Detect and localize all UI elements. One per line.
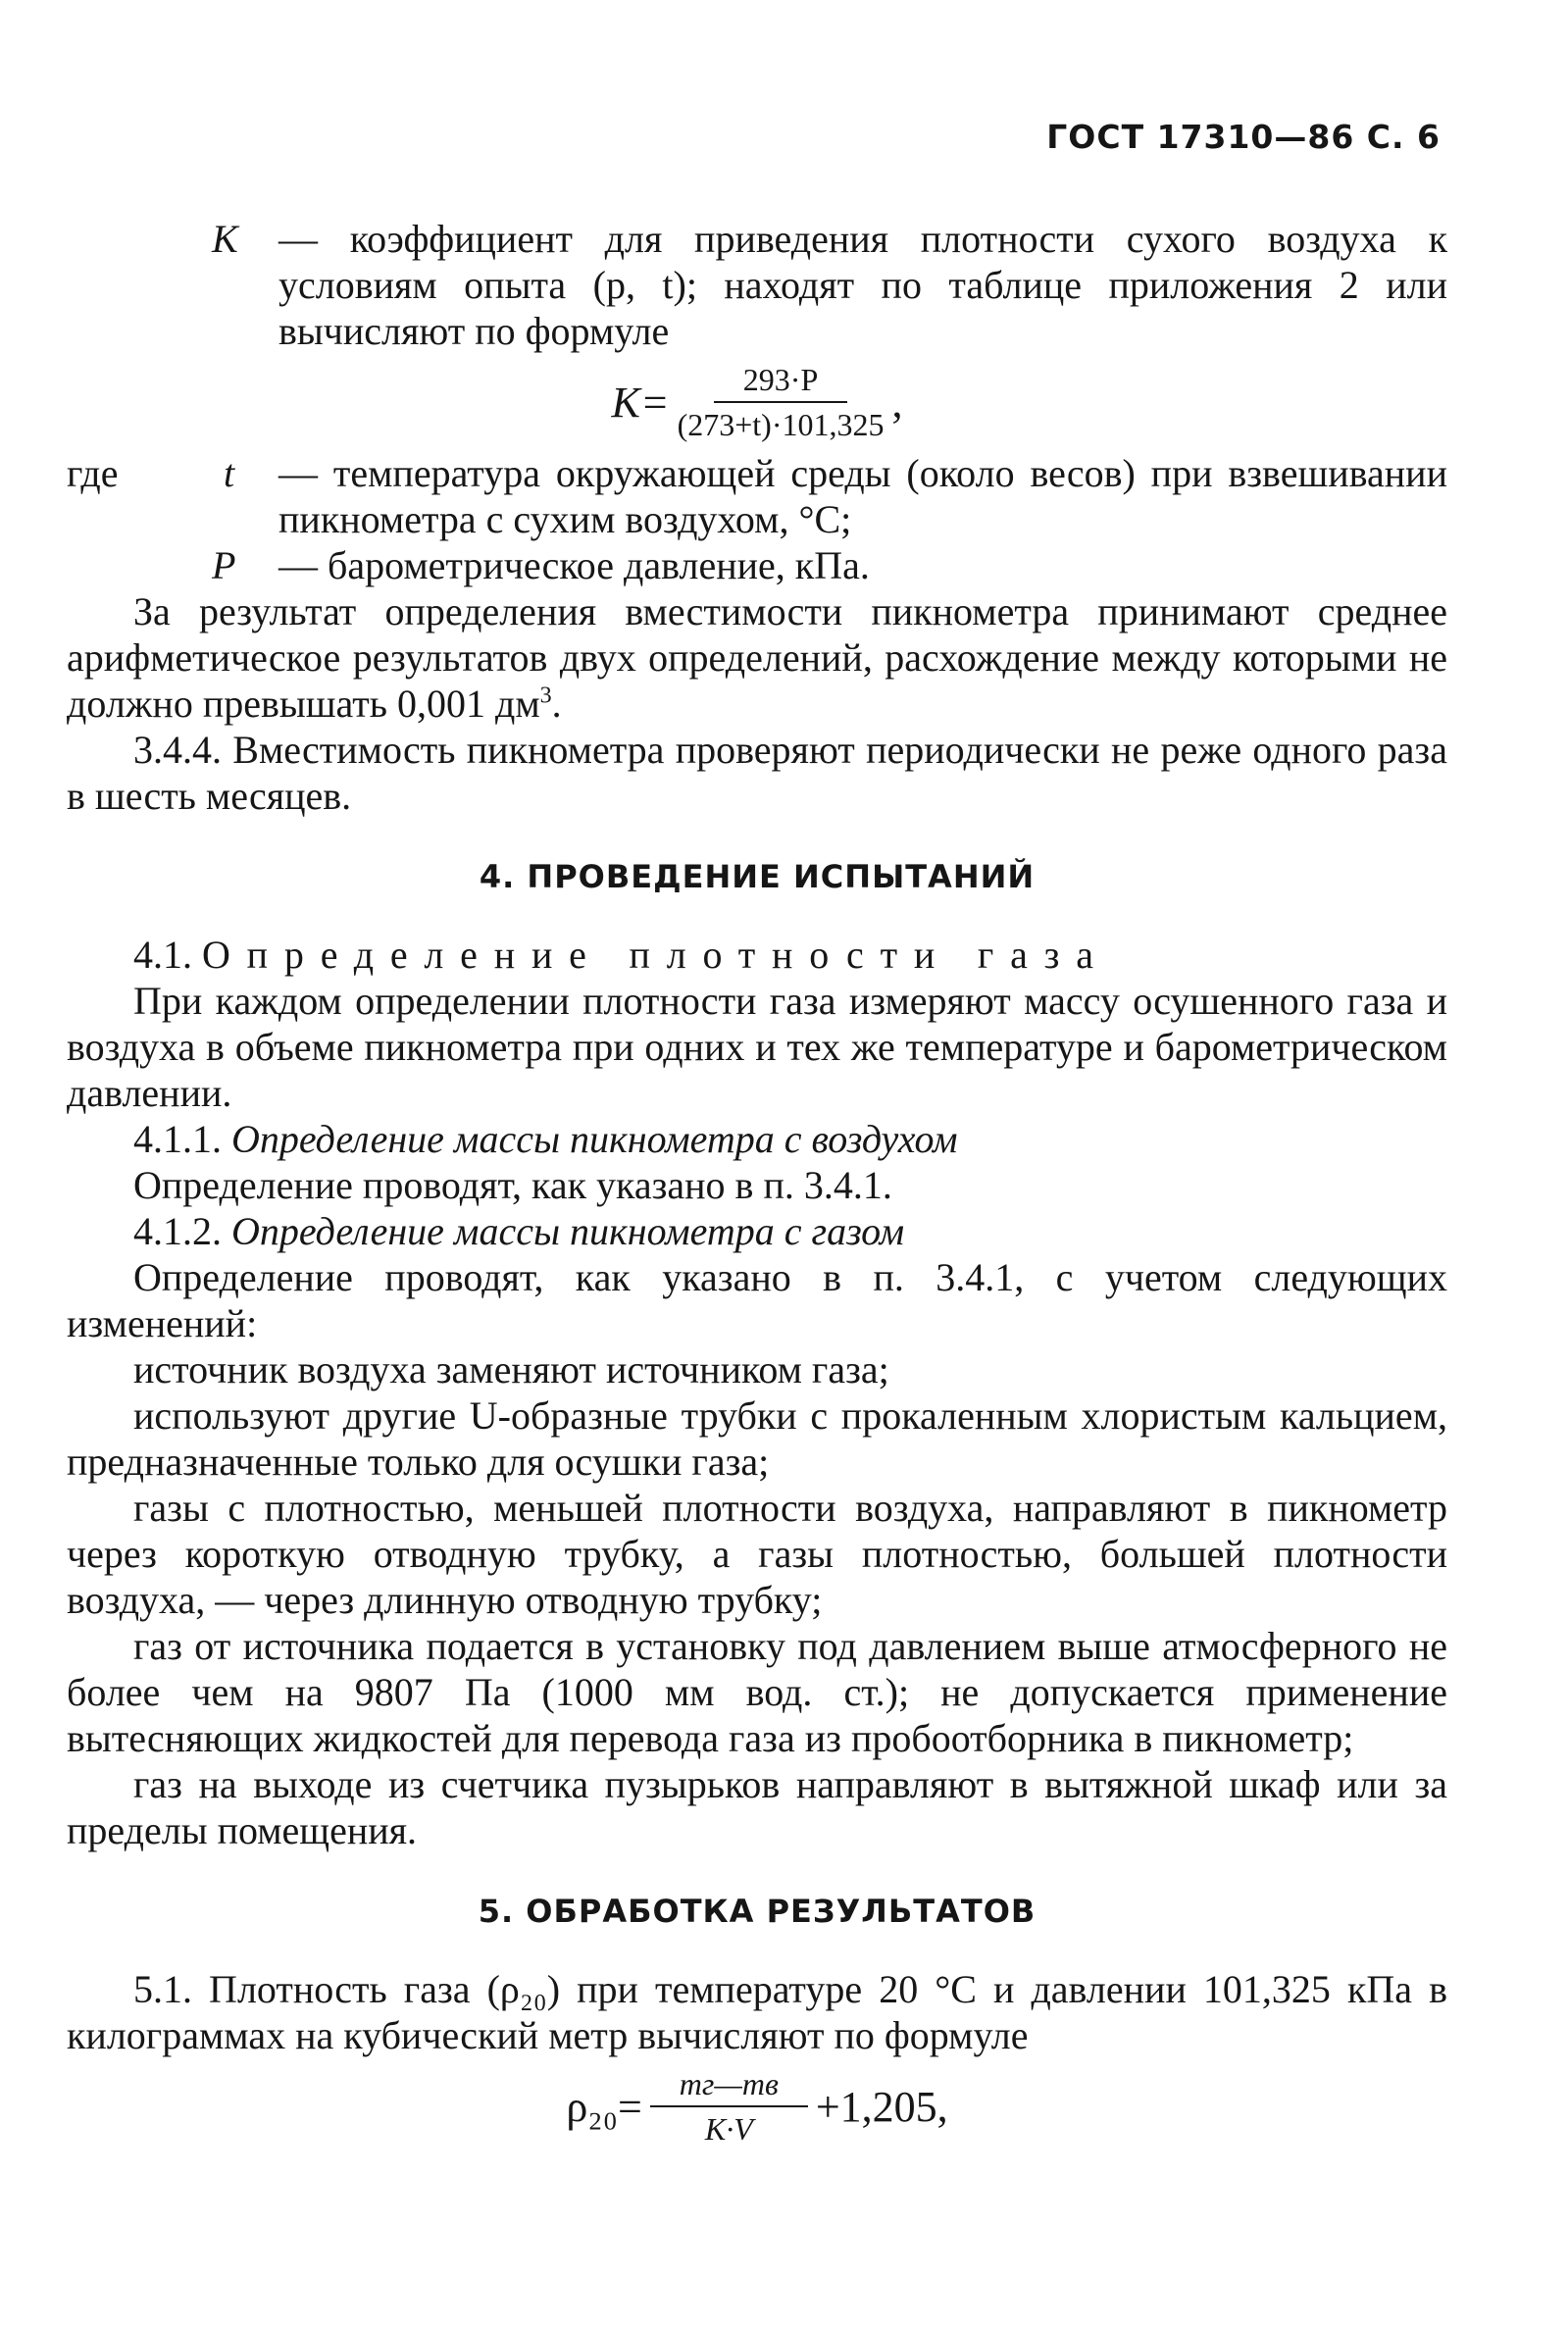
clause-4-1-2-title: [67, 1208, 1447, 1254]
formula-density-rhs: +1,205,: [815, 2082, 948, 2131]
formula-k-fraction: [678, 360, 885, 444]
list-item: источник воздуха заменяют источником газа;: [133, 1347, 889, 1391]
p-symbol: P: [212, 543, 236, 587]
formula-k-lhs: K=: [611, 378, 670, 427]
result-end: .: [551, 682, 562, 726]
formula-density-numerator: mг—mв: [650, 2064, 808, 2107]
section-5-heading: 5. ОБРАБОТКА РЕЗУЛЬТАТОВ: [478, 1893, 1037, 1930]
clause-4-1-2-text: Определение проводят, как указано в п. 3.4.1, с учетом следующих изменений:: [67, 1255, 1447, 1345]
page-body: [67, 216, 1447, 2154]
result-superscript: 3: [539, 683, 552, 709]
k-definition-text: — коэффициент для приведения плотности сухого воздуха к условиям опыта (р, t); находят по таблице приложения 2 или вычисляют по формуле: [278, 217, 1447, 353]
formula-k-trail: ,: [891, 378, 903, 427]
clause-4-1-1-number: 4.1.1.: [133, 1117, 222, 1161]
clause-4-1-spaced-title: Определение плотности газа: [202, 933, 1110, 977]
page-header: ГОСТ 17310—86 С. 6: [1046, 118, 1441, 156]
clause-4-1-1-text: Определение проводят, как указано в п. 3.4.1.: [133, 1163, 892, 1207]
k-symbol: K: [212, 217, 238, 261]
clause-4-1-2-italic-title: Определение массы пикнометра с газом: [231, 1209, 905, 1253]
section-4-heading: 4. ПРОВЕДЕНИЕ ИСПЫТАНИЙ: [479, 858, 1036, 895]
formula-k: [67, 360, 1447, 444]
formula-k-numerator: 293·P: [714, 360, 847, 403]
clause-4-1-1-title: [67, 1116, 1447, 1162]
formula-density-denominator: K·V: [704, 2111, 753, 2147]
formula-density: [67, 2064, 1447, 2149]
p-definition-text: — барометрическое давление, кПа.: [278, 543, 870, 587]
formula-density-lhs: ρ₂₀=: [566, 2082, 642, 2131]
clause-4-1-1-italic-title: Определение массы пикнометра с воздухом: [231, 1117, 958, 1161]
t-definition-text: — температура окружающей среды (около весов) при взвешивании пикнометра с сухим воздухом, °С;: [278, 451, 1447, 541]
list-item: газ от источника подается в установку под давлением выше атмосферного не более чем на 9807 Па (1000 мм вод. ст.); не допускается применение вытесняющих жидкостей для перевода газа из пробоотборника в пикнометр;: [67, 1624, 1447, 1760]
definition-t: [67, 450, 1447, 542]
clause-4-1-number: 4.1.: [133, 933, 192, 977]
clause-5-1-text: 5.1. Плотность газа (ρ₂₀) при температуре 20 °С и давлении 101,325 кПа в килограммах на кубический метр вычисляют по формуле: [67, 1967, 1447, 2057]
clause-4-1-text: При каждом определении плотности газа измеряют массу осушенного газа и воздуха в объеме пикнометра при одних и тех же температуре и барометрическом давлении.: [67, 979, 1447, 1115]
result-text: За результат определения вместимости пикнометра принимают среднее арифметическое результатов двух определений, расхождение между которыми не должно превышать 0,001 дм: [67, 589, 1447, 726]
formula-k-denominator: (273+t)·101,325: [677, 407, 885, 442]
clause-4-1-2-number: 4.1.2.: [133, 1209, 222, 1253]
list-item: используют другие U-образные трубки с прокаленным хлористым кальцием, предназначенные только для осушки газа;: [67, 1393, 1447, 1484]
paragraph-3-4-4: 3.4.4. Вместимость пикнометра проверяют периодически не реже одного раза в шесть месяцев.: [67, 728, 1447, 818]
list-item: газы с плотностью, меньшей плотности воздуха, направляют в пикнометр через короткую отводную трубку, а газы плотностью, большей плотности воздуха, — через длинную отводную трубку;: [67, 1486, 1447, 1622]
definition-p: [67, 542, 1447, 588]
clause-4-1-title: [67, 932, 1447, 978]
formula-density-fraction: [650, 2064, 808, 2149]
list-item: газ на выходе из счетчика пузырьков направляют в вытяжной шкаф или за пределы помещения.: [67, 1762, 1447, 1852]
where-label: где: [67, 451, 119, 495]
paragraph-result: [67, 588, 1447, 727]
definition-k: [67, 216, 1447, 354]
t-symbol: t: [224, 451, 235, 495]
